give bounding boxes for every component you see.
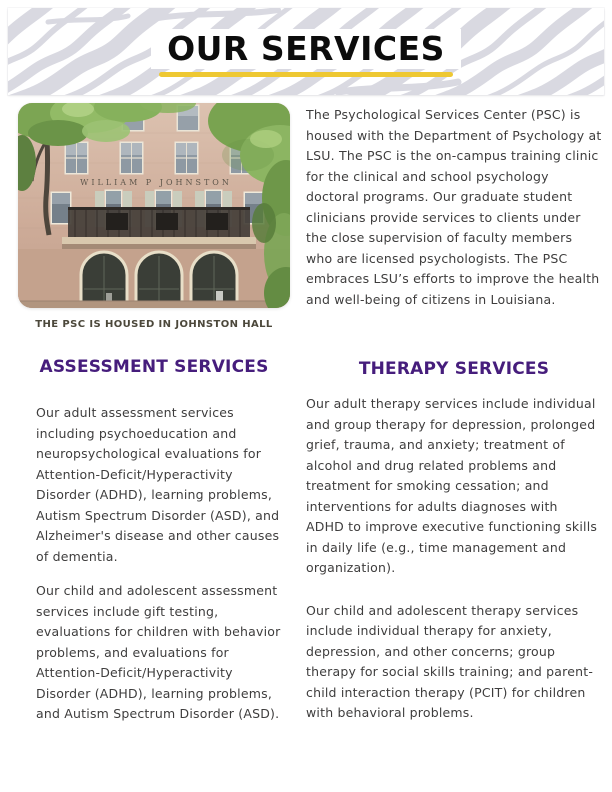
assessment-paragraph-1: Our adult assessment services including psychoeducation and neuropsychological evaluations for Attention-Deficit/Hyperactivity Disorder (ADHD), learning problems, Autism Spectrum Disorder (ASD), and Alzheimer's disease and other causes of dementia.	[36, 405, 280, 564]
therapy-paragraph-2: Our child and adolescent therapy services include individual therapy for anxiety, depression, and other concerns; group therapy for social skills training; and parent-child interaction therapy (PCIT) for children with behavioral problems.	[306, 602, 594, 720]
assessment-paragraph-2: Our child and adolescent assessment services include gift testing, evaluations for children with behavior problems, and evaluations for Attention-Deficit/Hyperactivity Disorder (ADHD), learning problems, and Autism Spectrum Disorder (ASD).	[36, 583, 281, 721]
johnston-hall-photo	[18, 103, 290, 308]
therapy-services-heading: THERAPY SERVICES	[358, 359, 550, 379]
header-banner	[8, 8, 604, 95]
assessment-services-heading: ASSESSMENT SERVICES	[39, 357, 269, 377]
arched-entrances	[81, 252, 237, 308]
psc-intro-paragraph: The Psychological Services Center (PSC) is housed with the Department of Psychology at LSU. The PSC is the on-campus training clinic for the clinical and school psychology doctoral programs. Our graduate student clinicians provide services to clients under the close supervision of faculty members who are licensed psychologists. The PSC embraces LSU’s efforts to improve the health and well-being of citizens in Louisiana.	[306, 107, 602, 307]
right-top-block	[306, 105, 602, 355]
page-title: OUR SERVICES	[151, 29, 461, 69]
left-top-block	[18, 103, 306, 353]
building-sign-text: WILLIAM P JOHNSTON	[80, 178, 232, 187]
therapy-paragraph-1: Our adult therapy services include individual and group therapy for depression, prolonged grief, trauma, and anxiety; treatment of alcohol and drug related problems and treatment for smoking cessation; and interventions for adults diagnoses with ADHD to improve executive functioning skills in daily life (e.g., time management and organization).	[306, 396, 598, 575]
content-area	[18, 103, 602, 725]
building-illustration	[18, 103, 290, 308]
right-column	[306, 103, 602, 725]
title-underline	[159, 72, 453, 77]
left-column	[18, 103, 306, 725]
photo-caption: THE PSC IS HOUSED IN JOHNSTON HALL	[35, 319, 273, 330]
